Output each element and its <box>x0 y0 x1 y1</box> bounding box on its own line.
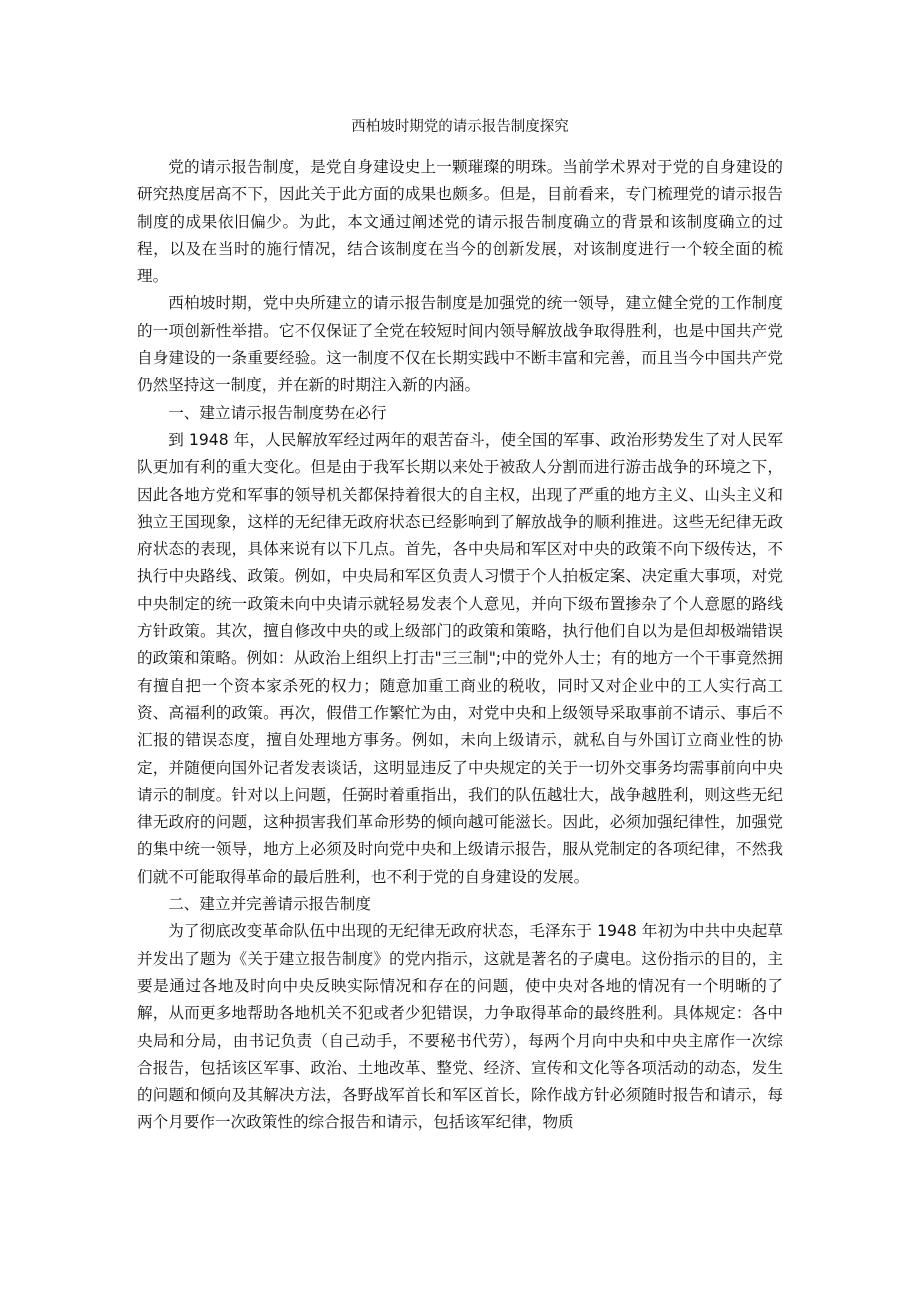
document-body <box>137 154 783 1137</box>
section-heading-2: 二、建立并完善请示报告制度 <box>168 895 371 914</box>
paragraph-section-1: 到 1948 年，人民解放军经过两年的艰苦奋斗，使全国的军事、政治形势发生了对人民军队更加有利的重大变化。但是由于我军长期以来处于被敌人分割而进行游击战争的环境之下，因此各地方党和军事的领导机关都保持着很大的自主权，出现了严重的地方主义、山头主义和独立王国现象，这样的无纪律无政府状态已经影响到了解放战争的顺利推进。这些无纪律无政府状态的表现，具体来说有以下几点。首先，各中央局和军区对中央的政策不向下级传达，不执行中央路线、政策。例如，中央局和军区负责人习惯于个人拍板定案、决定重大事项，对党中央制定的统一政策未向中央请示就轻易发表个人意见，并向下级布置掺杂了个人意愿的路线方针政策。其次，擅自修改中央的或上级部门的政策和策略，执行他们自以为是但却极端错误的政策和策略。例如：从政治上组织上打击"三三制";中的党外人士；有的地方一个干事竟然拥有擅自把一个资本家杀死的权力；随意加重工商业的税收，同时又对企业中的工人实行高工资、高福利的政策。再次，假借工作繁忙为由，对党中央和上级领导采取事前不请示、事后不汇报的错误态度，擅自处理地方事务。例如，未向上级请示，就私自与外国订立商业性的协定，并随便向国外记者发表谈话，这明显违反了中央规定的关于一切外交事务均需事前向中央请示的制度。针对以上问题，任弼时着重指出，我们的队伍越壮大，战争越胜利，则这些无纪律无政府的问题，这种损害我们革命形势的倾向越可能滋长。因此，必须加强纪律性，加强党的集中统一领导，地方上必须及时向党中央和上级请示报告，服从党制定的各项纪律，不然我们就不可能取得革命的最后胜利，也不利于党的自身建设的发展。 <box>137 430 783 886</box>
paragraph-section-2: 为了彻底改变革命队伍中出现的无纪律无政府状态，毛泽东于 1948 年初为中共中央起草并发出了题为《关于建立报告制度》的党内指示，这就是著名的子虞电。这份指示的目的，主要是通过各地及时向中央反映实际情况和存在的问题，使中央对各地的情况有一个明晰的了解，从而更多地帮助各地机关不犯或者少犯错误，力争取得革命的最终胜利。具体规定：各中央局和分局，由书记负责（自己动手，不要秘书代劳），每两个月向中央和中央主席作一次综合报告，包括该区军事、政治、土地改革、整党、经济、宣传和文化等各项活动的动态，发生的问题和倾向及其解决方法，各野战军首长和军区首长，除作战方针必须随时报告和请示，每两个月要作一次政策性的综合报告和请示，包括该军纪律，物质 <box>137 922 783 1132</box>
paragraph-background: 西柏坡时期，党中央所建立的请示报告制度是加强党的统一领导，建立健全党的工作制度的一项创新性举措。它不仅保证了全党在较短时间内领导解放战争取得胜利，也是中国共产党自身建设的一条重要经验。这一制度不仅在长期实践中不断丰富和完善，而且当今中国共产党仍然坚持这一制度，并在新的时期注入新的内涵。 <box>137 294 783 395</box>
paragraph-intro: 党的请示报告制度，是党自身建设史上一颗璀璨的明珠。当前学术界对于党的自身建设的研究热度居高不下，因此关于此方面的成果也颇多。但是，目前看来，专门梳理党的请示报告制度的成果依旧偏少。为此，本文通过阐述党的请示报告制度确立的背景和该制度确立的过程，以及在当时的施行情况，结合该制度在当今的创新发展，对该制度进行一个较全面的梳理。 <box>137 158 783 286</box>
section-heading-1: 一、建立请示报告制度势在必行 <box>168 403 387 422</box>
document-title: 西柏坡时期党的请示报告制度探究 <box>351 119 569 135</box>
